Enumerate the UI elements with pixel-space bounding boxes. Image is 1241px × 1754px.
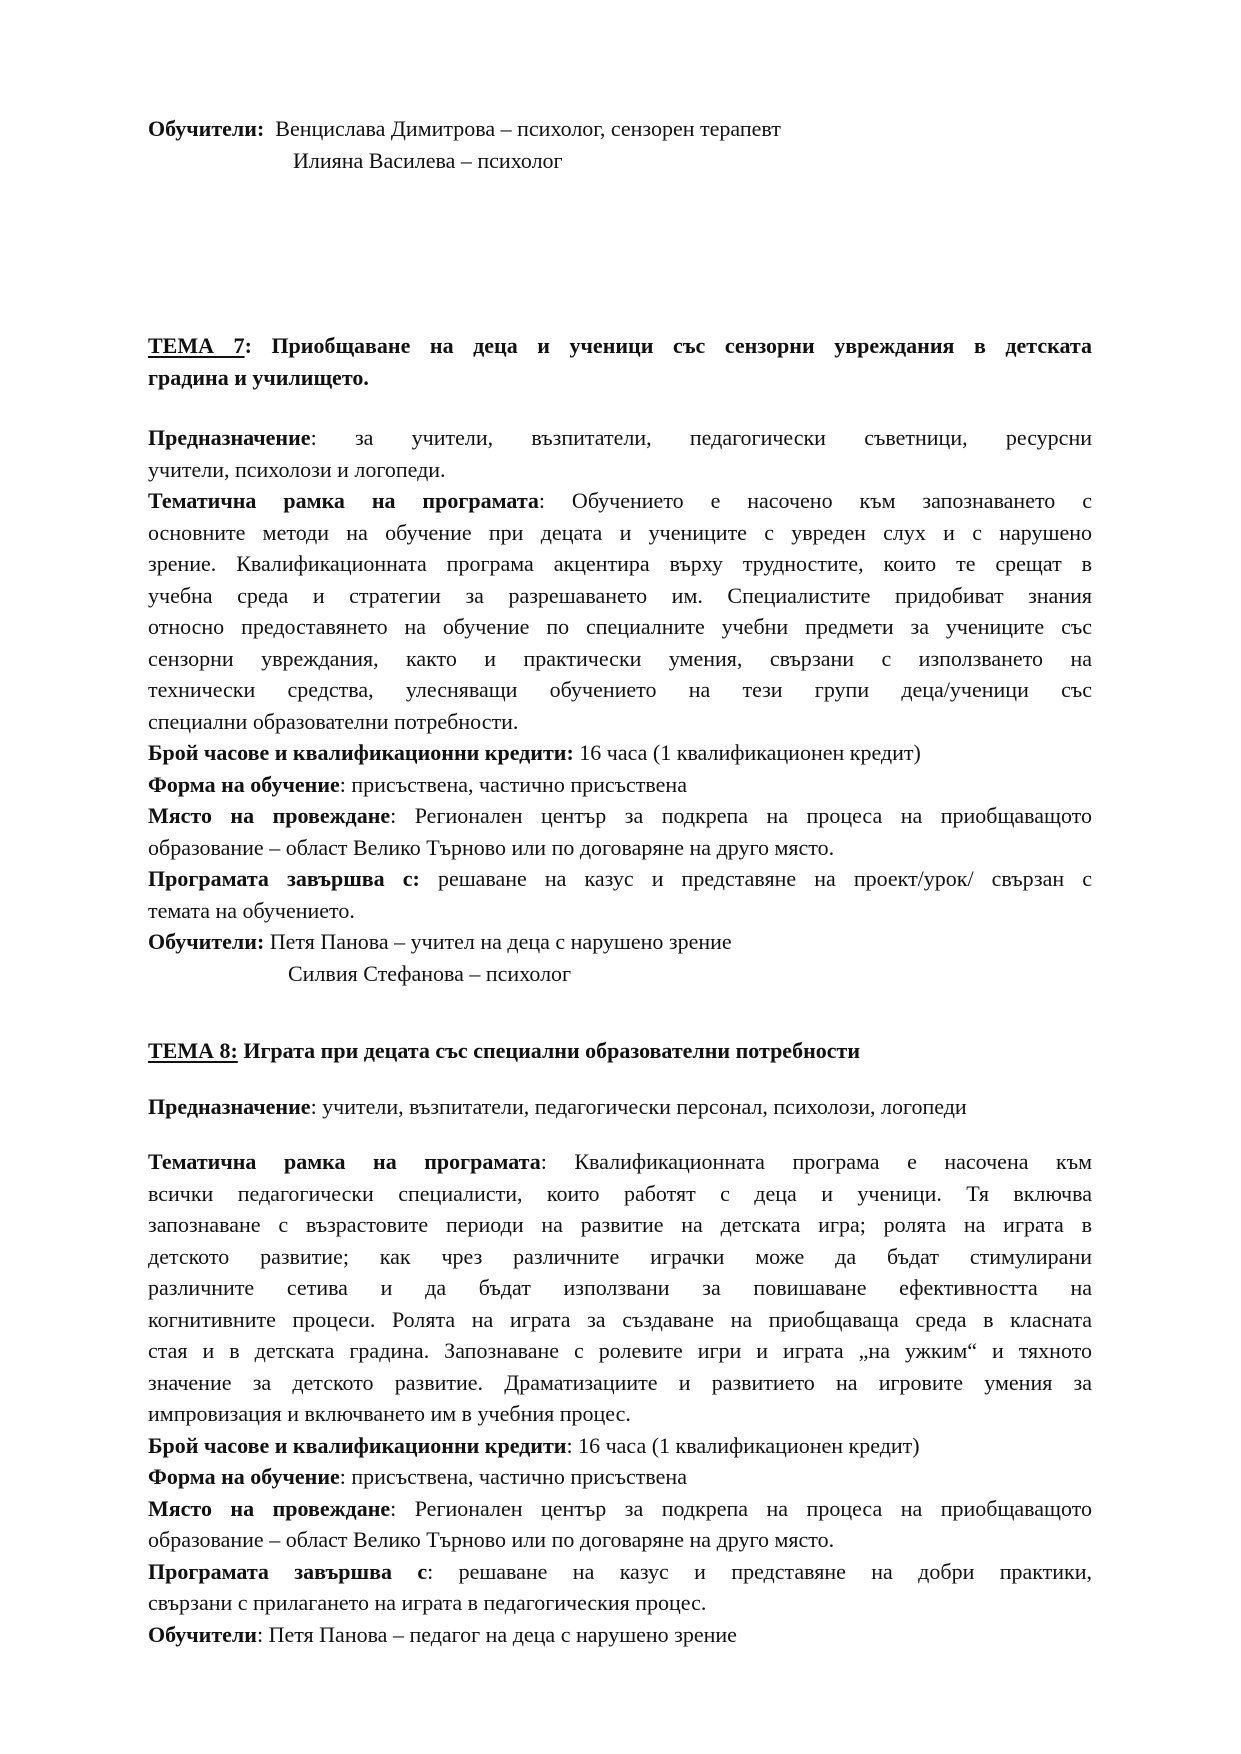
ends-label: Програмата завършва с bbox=[148, 1558, 428, 1584]
place-label: Място на провеждане bbox=[148, 1495, 391, 1521]
paragraph-line: учебна среда и стратегии за разрешаването им. Специалистите придобиват знания bbox=[148, 582, 1092, 608]
trainers-line bbox=[148, 1619, 1092, 1651]
topic-number: ТЕМА 7 bbox=[148, 333, 245, 358]
trainer-name: Венцислава Димитрова – психолог, сензорен терапевт bbox=[275, 116, 781, 141]
paragraph-line: зрение. Квалификационната програма акцентира върху трудностите, които те срещат в bbox=[148, 551, 1092, 576]
trainer-name: Илияна Василева – психолог bbox=[293, 147, 563, 173]
paragraph-line: свързани с прилагането на играта в педагогическия процес. bbox=[148, 1590, 707, 1615]
form-line: Форма на обучение: присъствена, частично присъствена bbox=[148, 1464, 687, 1489]
purpose-paragraph: Предназначение: за учители, възпитатели, педагогически съветници, ресурсни bbox=[148, 425, 1092, 450]
paragraph-line: запознаване с възрастовите периоди на развитие на детската игра; ролята на играта в bbox=[148, 1212, 1092, 1237]
place-line: Място на провеждане: Регионален център за подкрепа на процеса на приобщаващото bbox=[148, 1495, 1093, 1521]
paragraph-line: учители, психолози и логопеди. bbox=[148, 456, 446, 482]
trainer-name: : Петя Панова – педагог на деца с нарушено зрение bbox=[256, 1621, 737, 1647]
trainer-name: Петя Панова – учител на деца с нарушено зрение bbox=[264, 929, 732, 954]
paragraph-line: когнитивните процеси. Ролята на играта за създаване на приобщаваща среда в класната bbox=[148, 1306, 1092, 1332]
trainer-name: Силвия Стефанова – психолог bbox=[288, 960, 572, 986]
ends-label: Програмата завършва с: bbox=[148, 866, 420, 891]
paragraph-line: значение за детското развитие. Драматизациите и развитието на игровите умения за bbox=[148, 1369, 1092, 1395]
paragraph-line: основните методи на обучение при децата и учениците с увреден слух и с нарушено bbox=[148, 519, 1092, 545]
topic-heading bbox=[148, 1035, 1092, 1067]
form-label: Форма на обучение bbox=[148, 771, 340, 797]
paragraph-line: различните сетива и да бъдат използвани за повишаване ефективността на bbox=[148, 1275, 1092, 1300]
framework-paragraph: Тематична рамка на програмата: Квалификационната програма е насочена към bbox=[148, 1149, 1092, 1174]
hours-line: Брой часове и квалификационни кредити: 16 часа (1 квалификационен кредит) bbox=[148, 740, 921, 765]
trainers-line bbox=[148, 926, 1092, 958]
paragraph-line: специални образователни потребности. bbox=[148, 708, 519, 734]
trainers-line bbox=[148, 113, 1092, 145]
ends-line: Програмата завършва с: решаване на казус и представяне на добри практики, bbox=[148, 1558, 1092, 1584]
purpose-label: Предназначение bbox=[148, 425, 311, 450]
framework-label: Тематична рамка на програмата bbox=[148, 1149, 541, 1174]
paragraph-line: импровизация и включването им в учебния процес. bbox=[148, 1401, 631, 1426]
paragraph-line: образование – област Велико Търново или по договаряне на друго място. bbox=[148, 834, 835, 860]
paragraph-line: технически средства, улесняващи обучението на тези групи деца/ученици със bbox=[148, 677, 1092, 702]
previous-section-trainers bbox=[148, 113, 1092, 176]
framework-label: Тематична рамка на програмата bbox=[148, 488, 539, 513]
hours-label: Брой часове и квалификационни кредити bbox=[148, 1432, 567, 1458]
hours-label: Брой часове и квалификационни кредити: bbox=[148, 740, 574, 765]
trainers-label: Обучители bbox=[148, 1621, 257, 1647]
paragraph-line: стая и в детската градина. Запознаване с ролевите игри и играта „на ужким“ и тяхното bbox=[148, 1338, 1092, 1363]
purpose-paragraph: Предназначение: учители, възпитатели, педагогически персонал, психолози, логопеди bbox=[148, 1093, 967, 1119]
topic-number: ТЕМА 8: bbox=[148, 1038, 238, 1063]
topic-title: Играта при децата със специални образователни потребности bbox=[237, 1038, 860, 1063]
paragraph-line: темата на обучението. bbox=[148, 897, 355, 923]
ends-line: Програмата завършва с: решаване на казус и представяне на проект/урок/ свързан с bbox=[148, 866, 1092, 891]
form-label: Форма на обучение bbox=[148, 1464, 340, 1489]
trainers-label: Обучители: bbox=[148, 929, 265, 954]
topic-7-section bbox=[148, 330, 1092, 989]
topic-8-section bbox=[148, 1035, 1092, 1650]
paragraph-line: образование – област Велико Търново или по договаряне на друго място. bbox=[148, 1527, 835, 1552]
place-line: Място на провеждане: Регионален център за подкрепа на процеса на приобщаващото bbox=[148, 803, 1093, 828]
form-line: Форма на обучение: присъствена, частично присъствена bbox=[148, 771, 687, 797]
topic-heading bbox=[148, 330, 1092, 362]
trainers-label: Обучители: bbox=[148, 116, 265, 141]
paragraph-line: всички педагогически специалисти, които работят с деца и ученици. Тя включва bbox=[148, 1180, 1092, 1206]
paragraph-line: сензорни увреждания, както и практически умения, свързани с използването на bbox=[148, 645, 1092, 671]
paragraph-line: детското развитие; как чрез различните играчки може да бъдат стимулирани bbox=[148, 1243, 1092, 1269]
place-label: Място на провеждане bbox=[148, 803, 391, 828]
topic-heading-continued: градина и училището. bbox=[148, 364, 369, 390]
paragraph-line: относно предоставянето на обучение по специалните учебни предмети за учениците със bbox=[148, 614, 1092, 639]
purpose-label: Предназначение bbox=[148, 1093, 311, 1119]
topic-title: : Приобщаване на деца и ученици със сензорни увреждания в детската bbox=[244, 333, 1092, 358]
hours-line: Брой часове и квалификационни кредити: 16 часа (1 квалификационен кредит) bbox=[148, 1432, 920, 1458]
framework-paragraph: Тематична рамка на програмата: Обучението е насочено към запознаването с bbox=[148, 488, 1092, 513]
